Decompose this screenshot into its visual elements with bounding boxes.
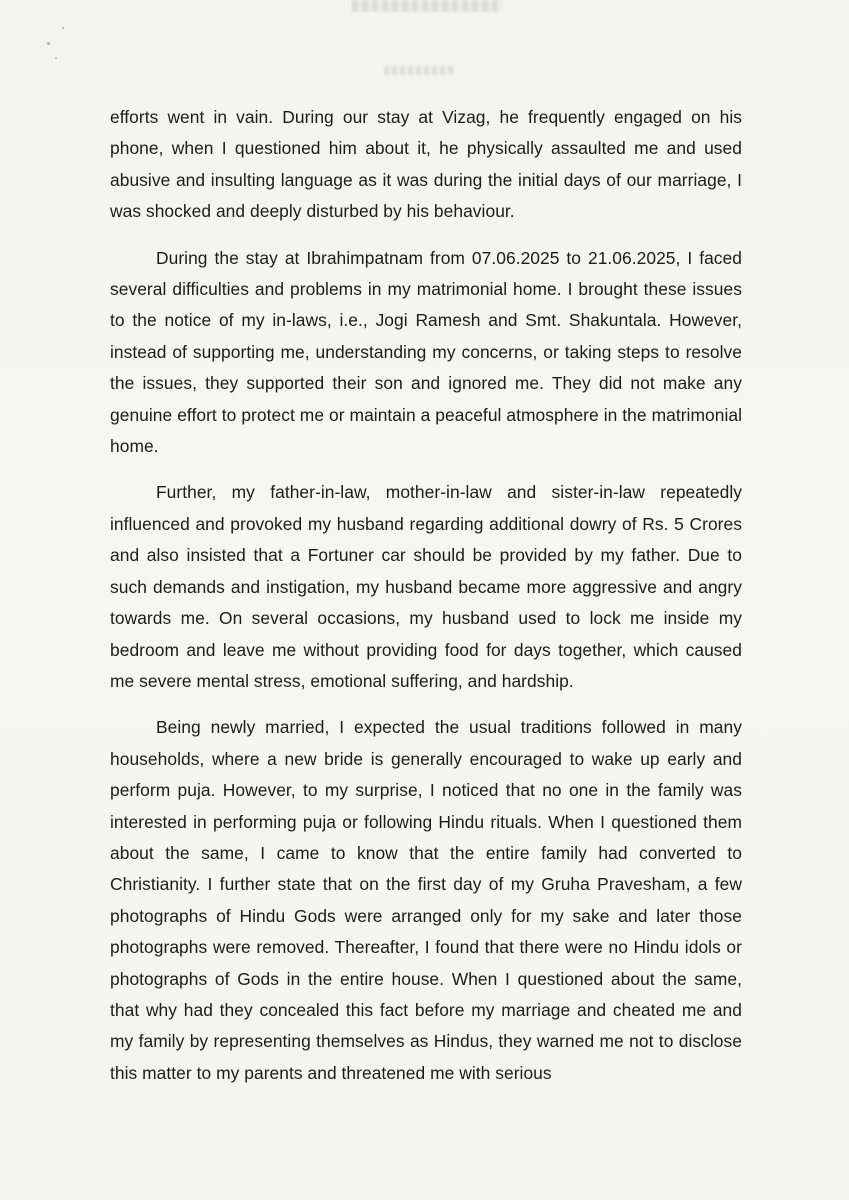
scan-speck [47, 42, 50, 45]
paragraph: Being newly married, I expected the usual traditions followed in many households, where a new bride is generally encouraged to wake up early and perform puja. However, to my surprise, I noticed that no one in the family was interested in performing puja or following Hindu rituals. When I questioned them about the same, I came to know that the entire family had converted to Christianity. I further state that on the first day of my Gruha Pravesham, a few photographs of Hindu Gods were arranged only for my sake and later those photographs were removed. Thereafter, I found that there were no Hindu idols or photographs of Gods in the entire house. When I questioned about the same, that why had they concealed this fact before my marriage and cheated me and my family by representing themselves as Hindus, they warned me not to disclose this matter to my parents and threatened me with serious [110, 717, 742, 1083]
scan-speck [55, 57, 57, 59]
scan-speck [62, 27, 64, 29]
bleed-through-mark-header [384, 66, 454, 75]
paragraph: During the stay at Ibrahimpatnam from 07.06.2025 to 21.06.2025, I faced several difficulties and problems in my matrimonial home. I brought these issues to the notice of my in-laws, i.e., Jogi Ramesh and Smt. Shakuntala. However, instead of supporting me, understanding my concerns, or taking steps to resolve the issues, they supported their son and ignored me. They did not make any genuine effort to protect me or maintain a peaceful atmosphere in the matrimonial home. [110, 247, 742, 457]
paragraph: Further, my father-in-law, mother-in-law and sister-in-law repeatedly influenced and provoked my husband regarding additional dowry of Rs. 5 Crores and also insisted that a Fortuner car should be provided by my father. Due to such demands and instigation, my husband became more aggressive and angry towards me. On several occasions, my husband used to lock me inside my bedroom and leave me without providing food for days together, which caused me severe mental stress, emotional suffering, and hardship. [110, 482, 742, 691]
bleed-through-mark-top [352, 0, 502, 12]
paragraph-continued: efforts went in vain. During our stay at Vizag, he frequently engaged on his phone, when I questioned him about it, he physically assaulted me and used abusive and insulting language as it was during the initial days of our marriage, I was shocked and deeply disturbed by his behaviour. [110, 107, 742, 222]
document-body [110, 102, 742, 1104]
